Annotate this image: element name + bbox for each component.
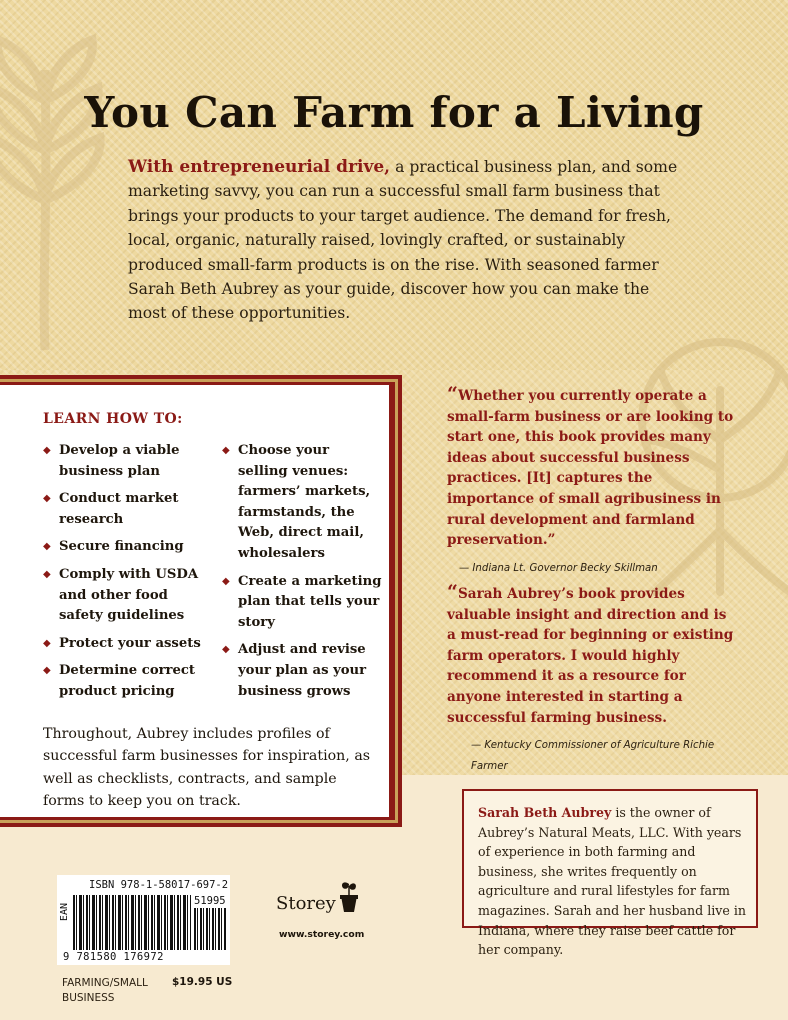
list-item: ◆ Choose your selling venues: farmers’ markets, farmstands, the Web, direct mail, wholesalers	[222, 443, 371, 561]
barcode	[57, 875, 230, 965]
wheat-icon	[0, 30, 120, 360]
ean-number: 9 781580 176972	[63, 951, 164, 963]
open-quote-mark: “	[447, 581, 458, 603]
diamond-bullet-icon: ◆	[43, 445, 51, 456]
learn-how-panel	[0, 385, 389, 817]
author-bio-box	[462, 789, 758, 958]
list-item: ◆ Determine correct product pricing	[43, 663, 196, 699]
list-item: ◆ Create a marketing plan that tells your story	[222, 573, 382, 630]
testimonial-quote-1	[447, 384, 737, 579]
list-item: ◆ Develop a viable business plan	[43, 443, 180, 479]
barcode-bars	[73, 895, 191, 950]
author-name: Sarah Beth Aubrey	[478, 805, 612, 820]
testimonial-quote-2	[447, 582, 737, 777]
diamond-bullet-icon: ◆	[43, 637, 51, 649]
quote-attribution: — Indiana Lt. Governor Becky Skillman	[459, 562, 658, 574]
learn-list-right	[222, 441, 382, 709]
author-bio: is the owner of Aubrey’s Natural Meats, LLC. With years of experience in both farming and business, she writes frequently on agriculture and rural lifestyles for farm magazines. Sarah and her husband live in Indiana, where they raise beef cattle for her company.	[478, 805, 746, 958]
learn-how-heading: LEARN HOW TO:	[43, 411, 183, 427]
intro-lead: With entrepreneurial drive,	[128, 157, 391, 177]
price-label: $19.95 US	[172, 976, 233, 988]
open-quote-mark: “	[447, 383, 458, 405]
barcode-addon-number: 51995	[194, 895, 226, 907]
barcode-addon-bars	[194, 908, 226, 950]
quote-text: Sarah Aubrey’s book provides valuable insight and direction and is a must-read for beginning or existing farm operators. I would highly recommend it as a resource for anyone interested in starting a successful farming business.	[447, 586, 734, 726]
page-title: You Can Farm for a Living	[84, 88, 704, 137]
list-item: ◆ Conduct market research	[43, 491, 179, 527]
isbn-text: ISBN 978-1-58017-697-2	[89, 879, 229, 891]
publisher-url[interactable]: www.storey.com	[279, 929, 365, 940]
list-item: ◆ Secure financing	[43, 537, 213, 558]
intro-body: a practical business plan, and some marketing savvy, you can run a successful small farm business that brings your products to your target audience. The demand for fresh, local, organic, naturally raised, lovingly crafted, or sustainably produced small-farm products is on the rise. With seasoned farmer Sarah Beth Aubrey as your guide, discover how you can make the most of these opportunities.	[128, 158, 678, 323]
diamond-bullet-icon: ◆	[222, 575, 230, 587]
quote-text: Whether you currently operate a small-farm business or are looking to start one, this book provides many ideas about successful business practices. [It] captures the importance of small agribusiness in rural development and farmland preservation.”	[447, 388, 734, 549]
diamond-bullet-icon: ◆	[222, 644, 230, 656]
publisher-logo-text: Storey	[276, 893, 336, 914]
list-item: ◆ Protect your assets	[43, 634, 213, 655]
learn-how-box	[0, 375, 402, 827]
learn-list-left	[43, 441, 213, 710]
list-item: ◆ Adjust and revise your plan as your business grows	[222, 642, 367, 699]
flowerpot-icon	[338, 880, 360, 914]
category-label: FARMING/SMALL BUSINESS	[62, 977, 148, 1004]
diamond-bullet-icon: ◆	[43, 568, 51, 580]
list-item: ◆ Comply with USDA and other food safety guidelines	[43, 566, 199, 624]
ean-label: EAN	[59, 903, 70, 922]
diamond-bullet-icon: ◆	[43, 541, 51, 553]
diamond-bullet-icon: ◆	[222, 445, 230, 456]
diamond-bullet-icon: ◆	[43, 493, 51, 505]
diamond-bullet-icon: ◆	[43, 665, 51, 677]
intro-paragraph	[128, 155, 688, 326]
quote-attribution: — Kentucky Commissioner of Agriculture Richie Farmer	[471, 740, 715, 772]
throughout-paragraph: Throughout, Aubrey includes profiles of successful farm businesses for inspiration, as well as checklists, contracts, and sample forms to keep you on track.	[43, 726, 371, 810]
